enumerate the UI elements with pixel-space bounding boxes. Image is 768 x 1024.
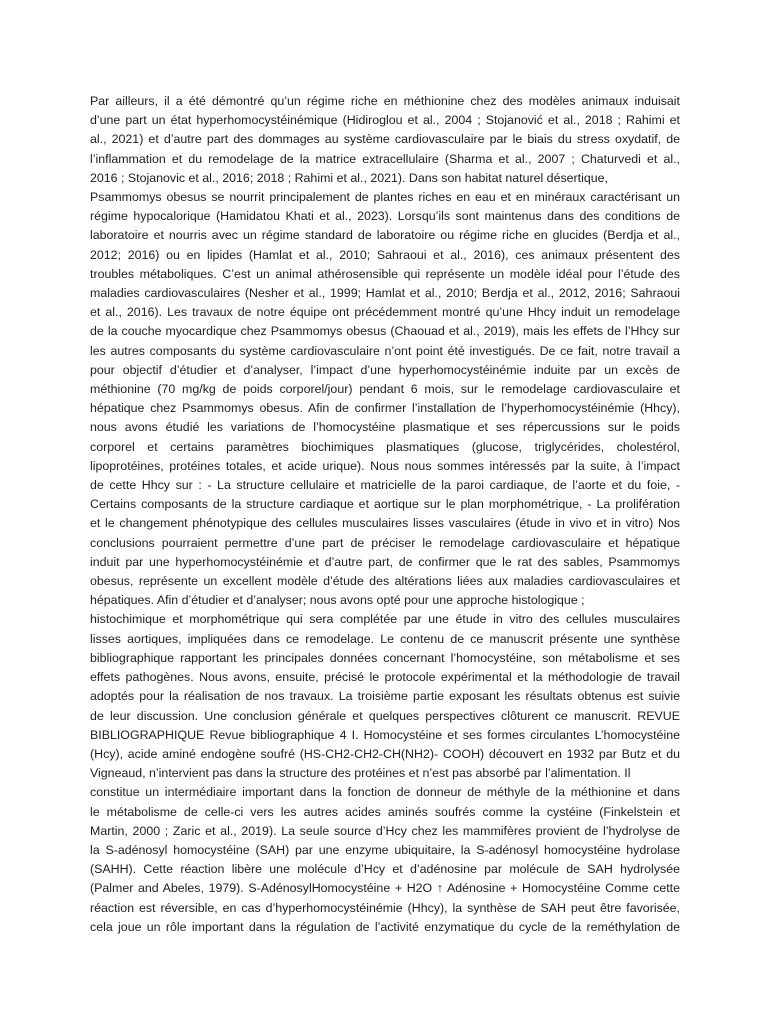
text-line: obesus, représente un excellent modèle d’étude des altérations liées aux maladies cardiovasculaires et [90,574,680,589]
text-line: hépatiques. Afin d’étudier et d’analyser; nous avons opté pour une approche histologique ; [90,593,585,608]
text-line: et al., 2016). Les travaux de notre équipe ont précédemment montré qu’une Hhcy induit un remodelage [90,305,680,320]
text-line: (Hcy), acide aminé endogène soufré (HS-CH2-CH2-CH(NH2)- COOH) découvert en 1932 par Butz et du [90,746,680,761]
text-line: conclusions pourraient permettre d’une part de préciser le remodelage cardiovasculaire et hépatique [90,535,680,550]
text-line: le métabolisme de celle-ci vers les autres acides aminés soufrés comme la cystéine (Finkelstein et [90,804,680,819]
text-line: les autres composants du système cardiovasculaire n’ont point été investigués. De ce fait, notre travail a [90,343,680,358]
text-line: de la couche myocardique chez Psammomys obesus (Chaouad et al., 2019), mais les effets de l’Hhcy sur [90,324,680,339]
text-line: (SAHH). Cette réaction libère une molécule d’Hcy et d’adénosine par molécule de SAH hydrolysée [90,862,680,877]
text-line: de leur discussion. Une conclusion générale et quelques perspectives clôturent ce manuscrit. REVUE [90,708,680,723]
text-line: pour objectif d’étudier et d’analyser, l’impact d’une hyperhomocystéinémie induite par un excès de [90,362,680,377]
text-line: Martin, 2000 ; Zaric et al., 2019). La seule source d’Hcy chez les mammifères provient de l’hydrolyse de [90,823,680,838]
text-line: 2012; 2016) ou en lipides (Hamlat et al., 2010; Sahraoui et al., 2016), ces animaux présentent des [90,247,680,262]
text-line: laboratoire et nourris avec un régime standard de laboratoire ou régime riche en glucides (Berdja et al., [90,228,680,243]
text-line: d’une part un état hyperhomocystéinémique (Hidiroglou et al., 2004 ; Stojanović et al., 2018 ; Rahimi et [90,113,680,128]
text-line: méthionine (70 mg/kg de poids corporel/jour) pendant 6 mois, sur le remodelage cardiovasculaire et [90,382,680,397]
text-line: BIBLIOGRAPHIQUE Revue bibliographique 4 I. Homocystéine et ses formes circulantes L’homocystéine [90,727,680,742]
text-line: Certains composants de la structure cardiaque et aortique sur le plan morphométrique, - La prolifération [90,497,680,512]
text-line: hépatique chez Psammomys obesus. Afin de confirmer l’installation de l’hyperhomocystéinémie (Hhcy), [90,401,680,416]
text-line: adoptés pour la réalisation de nos travaux. La troisième partie exposant les résultats obtenus est suivie [90,689,680,704]
text-line: (Palmer and Abeles, 1979). S-AdénosylHomocystéine + H2O ↑ Adénosine + Homocystéine Comme cette [90,881,680,896]
text-line: et le changement phénotypique des cellules musculaires lisses vasculaires (étude in vivo et in vitro) Nos [90,516,680,531]
text-line: bibliographique rapportant les principales données concernant l’homocystéine, son métabolisme et ses [90,650,680,665]
text-line: lipoprotéines, protéines totales, et acide urique). Nous nous sommes intéressés par la suite, à l’impact [90,458,680,473]
body-text [90,92,680,937]
text-line: la S-adénosyl homocystéine (SAH) par une enzyme ubiquitaire, la S-adénosyl homocystéine hydrolase [90,842,680,857]
text-line: troubles métaboliques. C’est un animal athérosensible qui représente un modèle idéal pour l’étude des [90,266,680,281]
text-line: al., 2021) et d’autre part des dommages au système cardiovasculaire par le biais du stress oxydatif, de [90,132,680,147]
text-line: Vigneaud, n’intervient pas dans la structure des protéines et n’est pas absorbé par l’alimentation. Il [90,766,631,781]
text-line: Par ailleurs, il a été démontré qu’un régime riche en méthionine chez des modèles animaux induisait [90,94,680,108]
text-line: induit par une hyperhomocystéinémie et d’autre part, de confirmer que le rat des sables, Psammomys [90,554,680,569]
text-line: nous avons étudié les variations de l’homocystéine plasmatique et ses répercussions sur le poids [90,420,680,435]
text-line: corporel et certains paramètres biochimiques plasmatiques (glucose, triglycérides, cholestérol, [90,439,680,454]
text-line: maladies cardiovasculaires (Nesher et al., 1999; Hamlat et al., 2010; Berdja et al., 2012, 2016; Sahraoui [90,286,680,301]
text-line: constitue un intermédiaire important dans la fonction de donneur de méthyle de la méthionine et dans [90,785,680,800]
text-line: réaction est réversible, en cas d’hyperhomocystéinémie (Hhcy), la synthèse de SAH peut être favorisée, [90,900,680,915]
text-line: régime hypocalorique (Hamidatou Khati et al., 2023). Lorsqu’ils sont maintenus dans des conditions de [90,209,680,224]
text-line: Psammomys obesus se nourrit principalement de plantes riches en eau et en minéraux caractérisant un [90,190,680,205]
text-line: l’inflammation et du remodelage de la matrice extracellulaire (Sharma et al., 2007 ; Chaturvedi et al., [90,151,680,166]
text-line: effets pathogènes. Nous avons, ensuite, précisé le protocole expérimental et la méthodologie de travail [90,670,680,685]
text-line: histochimique et morphométrique qui sera complétée par une étude in vitro des cellules musculaires [90,612,680,627]
text-line: cela joue un rôle important dans la régulation de l’activité enzymatique du cycle de la reméthylation de [90,919,680,934]
text-line: 2016 ; Stojanovic et al., 2016; 2018 ; Rahimi et al., 2021). Dans son habitat naturel désertique, [90,170,608,185]
text-line: de cette Hhcy sur : - La structure cellulaire et matricielle de la paroi cardiaque, de l’aorte et du foie, - [90,478,680,493]
text-line: lisses aortiques, impliquées dans ce remodelage. Le contenu de ce manuscrit présente une synthèse [90,631,680,646]
